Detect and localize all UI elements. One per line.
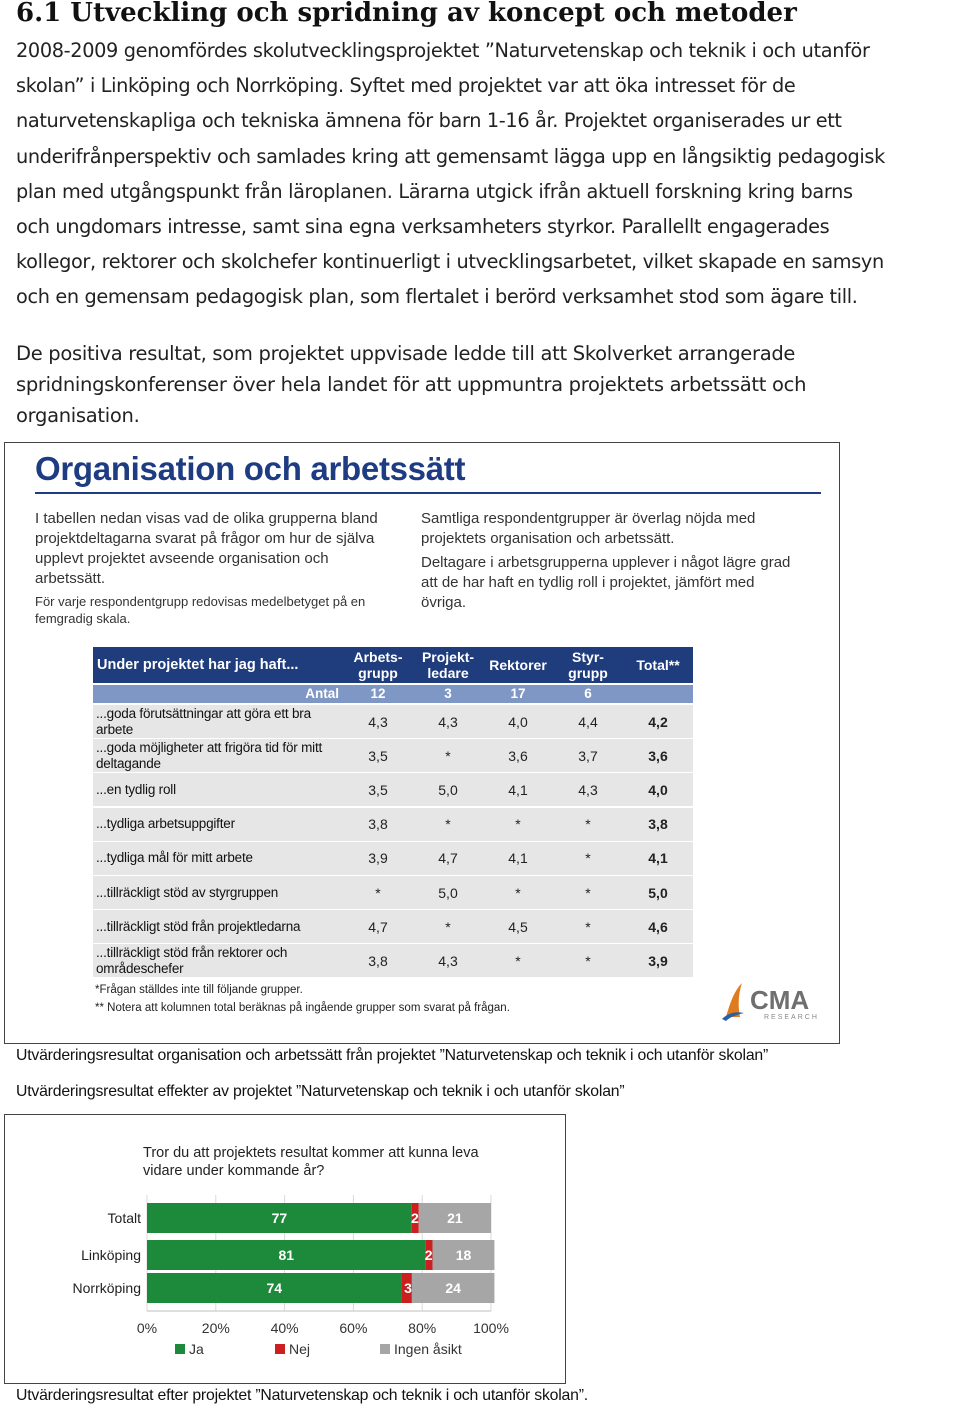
- organisation-figure: [4, 442, 840, 1044]
- total-cell: 5,0: [648, 884, 668, 901]
- x-tick-label: 100%: [473, 1320, 509, 1336]
- table-cell: *: [445, 816, 451, 833]
- paragraph-line: kollegor, rektorer och skolchefer kontinuerligt i utvecklingsarbetet, vilket skapade en samsyn: [16, 250, 884, 274]
- table-cell: 3,6: [508, 747, 528, 764]
- paragraph-line: och ungdomars intresse, samt sina egna verksamheters styrkor. Parallellt engagerades: [16, 215, 830, 239]
- table-row: [93, 944, 693, 978]
- table-cell: *: [515, 952, 521, 969]
- table-cell: *: [515, 884, 521, 901]
- total-cell: 4,0: [648, 781, 668, 798]
- effects-chart: [4, 1114, 566, 1384]
- data-label: 74: [266, 1280, 283, 1296]
- legend-swatch: [275, 1344, 285, 1354]
- figure-intro-left: [35, 509, 395, 631]
- table-row: [93, 842, 693, 876]
- paragraph-line: plan med utgångspunkt från läroplanen. Lärarna utgick ifrån aktuell forskning kring barns: [16, 179, 853, 203]
- count-value: 17: [510, 686, 526, 701]
- paragraph-line: skolan” i Linköping och Norrköping. Syftet med projektet var att öka intresset för de: [16, 74, 796, 98]
- table-row: [93, 910, 693, 944]
- x-tick-label: 20%: [201, 1320, 230, 1336]
- figure-caption: Utvärderingsresultat efter projektet ”Naturvetenskap och teknik i och utanför skolan”.: [16, 1387, 588, 1404]
- table-cell: *: [445, 918, 451, 935]
- table-cell: 4,3: [578, 781, 598, 798]
- table-row: [93, 739, 693, 773]
- total-cell: 4,6: [648, 918, 668, 935]
- logo-subtext: RESEARCH: [764, 1014, 819, 1021]
- table-question: Under projektet har jag haft...: [97, 657, 299, 673]
- table-cell: 4,4: [578, 713, 598, 730]
- category-label: Totalt: [107, 1210, 141, 1226]
- count-label: Antal: [305, 686, 339, 701]
- table-cell: 4,3: [438, 713, 458, 730]
- chart-title: Tror du att projektets resultat kommer att kunna leva vidare under kommande år?: [143, 1145, 479, 1179]
- table-cell: *: [515, 816, 521, 833]
- paragraph-line: De positiva resultat, som projektet uppvisade ledde till att Skolverket arrangerade: [16, 342, 796, 365]
- figure-caption: Utvärderingsresultat organisation och arbetssätt från projektet ”Naturvetenskap och teknik i och utanför skolan”: [16, 1047, 769, 1064]
- total-cell: 4,2: [648, 713, 668, 730]
- x-tick-label: 40%: [270, 1320, 299, 1336]
- count-value: 3: [444, 686, 452, 701]
- table-cell: *: [445, 747, 451, 764]
- row-label: ...goda förutsättningar att göra ett bra arbete: [96, 705, 311, 737]
- column-header: Styr- grupp: [568, 649, 608, 681]
- category-label: Linköping: [81, 1247, 141, 1263]
- intro-note: För varje respondentgrupp redovisas medelbetyget på en femgradig skala.: [35, 594, 366, 626]
- data-label: 24: [445, 1280, 461, 1296]
- table-cell: *: [585, 850, 591, 867]
- data-label: 3: [404, 1280, 412, 1296]
- table-cell: 4,3: [368, 713, 388, 730]
- paragraph-line: 2008-2009 genomfördes skolutvecklingsprojektet ”Naturvetenskap och teknik i och utanför: [16, 39, 870, 62]
- legend-label: Ja: [189, 1341, 204, 1357]
- total-cell: 4,1: [648, 850, 668, 867]
- table-row: [93, 705, 693, 739]
- row-label: ...tillräckligt stöd av styrgruppen: [96, 884, 279, 900]
- row-label: ...tydliga arbetsuppgifter: [96, 816, 235, 832]
- table-cell: 3,8: [368, 816, 388, 833]
- footnote: ** Notera att kolumnen total beräknas på ingående grupper som svarat på frågan.: [95, 1002, 510, 1014]
- x-tick-label: 0%: [136, 1320, 158, 1336]
- column-header: Arbets- grupp: [353, 649, 403, 681]
- table-cell: 4,7: [368, 918, 388, 935]
- intro-text: Deltagare i arbetsgrupperna upplever i något lägre grad att de har haft en tydlig roll i projektet, jämfört med övriga.: [421, 554, 791, 611]
- legend-swatch: [175, 1344, 185, 1354]
- paragraph-line: organisation.: [16, 404, 140, 427]
- row-label: ...tillräckligt stöd från rektorer och områdeschefer: [96, 944, 288, 976]
- section-heading: 6.1 Utveckling och spridning av koncept och metoder: [16, 0, 797, 28]
- table-cell: *: [585, 884, 591, 901]
- table-cell: *: [585, 918, 591, 935]
- legend-swatch: [380, 1344, 390, 1354]
- intro-text: Samtliga respondentgrupper är överlag nöjda med projektets organisation och arbetssätt.: [421, 510, 756, 547]
- total-cell: 3,9: [648, 952, 668, 969]
- table-cell: 4,3: [438, 952, 458, 969]
- column-header: Total**: [636, 657, 680, 673]
- row-label: ...goda möjligheter att frigöra tid för mitt deltagande: [96, 739, 323, 771]
- table-cell: 4,0: [508, 713, 528, 730]
- table-cell: 5,0: [438, 781, 458, 798]
- paragraph-line: spridningskonferenser över hela landet för att uppmuntra projektets arbetssätt och: [16, 373, 807, 396]
- x-tick-label: 80%: [408, 1320, 437, 1336]
- figure-intro-right: [421, 509, 801, 617]
- legend-label: Ingen åsikt: [394, 1341, 462, 1357]
- data-label: 77: [271, 1210, 288, 1226]
- paragraph-line: naturvetenskapliga och tekniska ämnena för barn 1-16 år. Projektet organiserades ur ett: [16, 109, 842, 133]
- category-label: Norrköping: [72, 1280, 141, 1296]
- paragraph-line: och en gemensam pedagogisk plan, som flertalet i berörd verksamhet stod som ägare till.: [16, 285, 858, 309]
- table-cell: 3,7: [578, 747, 598, 764]
- figure-caption: Utvärderingsresultat effekter av projektet ”Naturvetenskap och teknik i och utanför skolan”: [16, 1083, 625, 1100]
- paragraph-line: underifrånperspektiv och samlades kring att gemensamt lägga upp en långsiktig pedagogisk: [16, 144, 885, 168]
- table-header: [93, 647, 693, 683]
- row-label: ...en tydlig roll: [96, 781, 176, 797]
- cma-logo: [720, 979, 820, 1023]
- data-label: 21: [447, 1210, 463, 1226]
- table-cell: 3,8: [368, 952, 388, 969]
- table-cell: 5,0: [438, 884, 458, 901]
- data-label: 2: [410, 1210, 419, 1226]
- figure-title: Organisation och arbetssätt: [35, 450, 466, 487]
- row-label: ...tillräckligt stöd från projektledarna: [96, 918, 301, 934]
- column-header: Rektorer: [489, 657, 547, 673]
- table-row: [93, 876, 693, 910]
- intro-text: I tabellen nedan visas vad de olika grupperna bland projektdeltagarna svarat på frågor om hur de själva upplevt projektet avseende organisation och arbetssätt.: [35, 510, 378, 587]
- title-rule: [35, 492, 821, 494]
- total-cell: 3,6: [648, 747, 668, 764]
- total-cell: 3,8: [648, 816, 668, 833]
- table-cell: 3,5: [368, 781, 388, 798]
- x-tick-label: 60%: [339, 1320, 368, 1336]
- data-label: 2: [424, 1247, 433, 1263]
- data-label: 81: [278, 1247, 295, 1263]
- table-cell: 4,1: [508, 850, 528, 867]
- table-cell: *: [585, 816, 591, 833]
- table-cell: *: [375, 884, 381, 901]
- legend-label: Nej: [289, 1341, 311, 1357]
- logo-text: CMA: [750, 985, 810, 1015]
- table-cell: 3,5: [368, 747, 388, 764]
- footnote: *Frågan ställdes inte till följande grupper.: [95, 984, 303, 996]
- table-cell: 4,7: [438, 850, 458, 867]
- results-paragraph: [16, 338, 916, 431]
- count-value: 12: [370, 686, 386, 701]
- stacked-bar-chart: [5, 1115, 565, 1383]
- table-row: [93, 773, 693, 807]
- data-label: 18: [455, 1247, 472, 1263]
- intro-paragraph: [16, 33, 960, 315]
- count-value: 6: [584, 686, 592, 701]
- table-notes: [95, 981, 510, 1017]
- table-cell: 3,9: [368, 850, 388, 867]
- column-header: Projekt- ledare: [421, 649, 475, 681]
- table-cell: 4,5: [508, 918, 528, 935]
- table-cell: *: [585, 952, 591, 969]
- table-row: [93, 808, 693, 842]
- row-label: ...tydliga mål för mitt arbete: [96, 850, 253, 866]
- table-count-row: [93, 685, 693, 703]
- table-cell: 4,1: [508, 781, 528, 798]
